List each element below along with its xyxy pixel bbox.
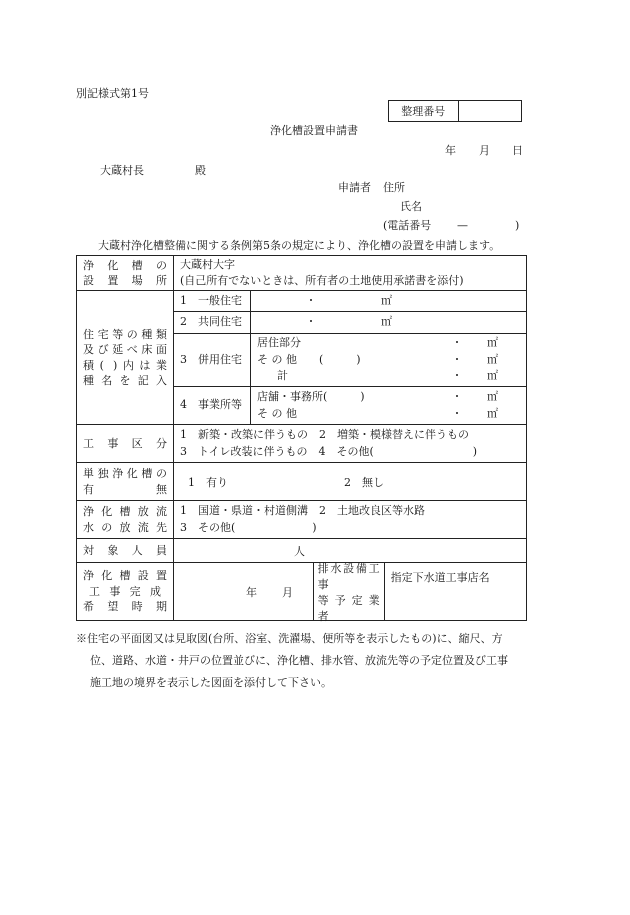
honorific: 殿 (195, 164, 206, 177)
work-options[interactable] (174, 425, 527, 463)
floor-item3-unit3: ㎡ (487, 369, 498, 383)
location-label-line2: 設 置 場 所 (83, 274, 167, 287)
location-label-cell (77, 256, 174, 291)
floor-item2-cell (174, 312, 251, 334)
completion-label-line2: 工 事 完 成 (89, 584, 161, 598)
floor-item1-unit: ㎡ (381, 293, 392, 307)
floor-item3-residence: 居住部分 (257, 336, 301, 350)
completion-contractor-cell (313, 563, 526, 621)
work-label: 工 事 区 分 (83, 436, 167, 450)
completion-row (77, 563, 527, 621)
seiri-number-box (388, 100, 522, 122)
floor-row-1 (77, 291, 527, 312)
floor-label-line2: 及び延べ床面 (83, 343, 167, 357)
floor-item4-dot1: ・ (451, 390, 463, 403)
location-label-line1: 浄 化 槽 の (83, 258, 167, 272)
form-number: 別記様式第1号 (76, 87, 149, 100)
designated-contractor-field[interactable] (385, 563, 526, 620)
floor-item3-other: そ の 他 ( ) (257, 352, 361, 366)
discharge-label-line2: 水 の 放 流 先 (83, 520, 167, 534)
single-tank-option-yes[interactable]: 1 有り (188, 475, 228, 489)
discharge-label-line1: 浄 化 槽 放 流 (83, 505, 167, 519)
floor-item2-dot: ・ (305, 315, 317, 329)
discharge-options-line2: 3 その他( ) (180, 520, 317, 534)
discharge-row (77, 501, 527, 539)
floor-item3-dot2: ・ (451, 352, 463, 366)
floor-item3-field[interactable] (251, 334, 527, 387)
single-tank-label-cell (77, 463, 174, 501)
persons-label-cell (77, 539, 174, 563)
location-prefix: 大蔵村大字 (180, 257, 235, 271)
floor-label-cell (77, 291, 174, 425)
single-tank-options[interactable] (174, 463, 527, 501)
document-title: 浄化槽設置申請書 (270, 124, 358, 137)
completion-label-line1: 浄 化 槽 設 置 (83, 569, 167, 583)
floor-item4-cell (174, 387, 251, 425)
work-options-line1: 1 新築・改築に伴うもの 2 増築・模様替えに伴うもの (180, 428, 469, 441)
floor-item4-field[interactable] (251, 387, 527, 425)
floor-item1-dot: ・ (305, 293, 317, 307)
plumbing-contractor-line1: 排水設備工事 (317, 561, 380, 591)
name-label: 氏名 (400, 200, 422, 213)
floor-item3-label: 3 併用住宅 (180, 352, 242, 366)
floor-item3-unit2: ㎡ (487, 352, 498, 366)
location-field[interactable] (174, 256, 527, 291)
location-row (77, 256, 527, 291)
single-tank-label-line2: 有 無 (83, 482, 167, 496)
floor-item4-unit1: ㎡ (487, 390, 498, 403)
date-day-label: 日 (512, 144, 523, 157)
floor-item1-cell (174, 291, 251, 312)
phone-open: (電話番号 (383, 219, 432, 232)
completion-month-label: 月 (282, 585, 293, 599)
floor-label-line4: 種名を記入 (83, 373, 167, 387)
floor-label-line1: 住宅等の種類 (83, 327, 167, 341)
completion-date-field[interactable] (174, 563, 314, 621)
work-options-line2: 3 トイレ改装に伴うもの 4 その他( ) (180, 444, 478, 458)
floor-item2-label: 2 共同住宅 (180, 315, 242, 329)
floor-item2-field[interactable] (251, 312, 527, 334)
discharge-label-cell (77, 501, 174, 539)
floor-item3-dot1: ・ (451, 336, 463, 350)
footnote-line3: 施工地の境界を表示した図面を添付して下さい。 (90, 676, 332, 689)
work-label-cell (77, 425, 174, 463)
plumbing-contractor-line2: 等 予 定 業 者 (317, 593, 380, 623)
completion-label-cell (77, 563, 174, 621)
applicant-label: 申請者 (338, 181, 371, 194)
footnote (76, 628, 546, 694)
address-label: 住所 (383, 181, 405, 194)
floor-item4-label: 4 事業所等 (180, 398, 242, 412)
persons-row (77, 539, 527, 563)
persons-label: 対 象 人 員 (83, 543, 167, 557)
floor-label-line3: 積( )内は業 (83, 358, 167, 372)
floor-item1-field[interactable] (251, 291, 527, 312)
discharge-options[interactable] (174, 501, 527, 539)
floor-item4-unit2: ㎡ (487, 406, 498, 420)
single-tank-row (77, 463, 527, 501)
completion-year-label: 年 (246, 585, 257, 599)
floor-item3-dot3: ・ (451, 369, 463, 383)
completion-label-line3: 希 望 時 期 (83, 600, 167, 614)
seiri-label: 整理番号 (389, 101, 459, 122)
application-table (76, 255, 527, 621)
designated-contractor-label: 指定下水道工事店名 (390, 571, 490, 584)
work-row (77, 425, 527, 463)
intro-text: 大蔵村浄化槽整備に関する条例第5条の規定により、浄化槽の設置を申請します。 (98, 239, 501, 252)
phone-dash: — (457, 219, 468, 232)
discharge-options-line1: 1 国道・県道・村道側溝 2 土地改良区等水路 (180, 504, 425, 517)
floor-item4-other: そ の 他 (257, 406, 297, 420)
floor-item2-unit: ㎡ (381, 315, 392, 329)
plumbing-contractor-label (314, 561, 385, 623)
floor-item4-dot2: ・ (451, 406, 463, 420)
persons-unit: 人 (294, 544, 305, 558)
location-note: (自己所有でないときは、所有者の土地使用承諾書を添付) (180, 274, 464, 287)
floor-item3-unit1: ㎡ (487, 336, 498, 350)
addressee: 大蔵村長 (100, 164, 144, 177)
floor-item3-total: 計 (277, 369, 288, 383)
floor-item4-office: 店舗・事務所( ) (257, 390, 365, 403)
date-month-label: 月 (479, 144, 490, 157)
single-tank-label-line1: 単独浄化槽の (83, 467, 167, 481)
floor-item1-label: 1 一般住宅 (180, 293, 242, 307)
floor-item3-cell (174, 334, 251, 387)
date-year-label: 年 (445, 144, 456, 157)
seiri-value-field[interactable] (458, 101, 521, 122)
single-tank-option-no[interactable]: 2 無し (344, 475, 384, 489)
footnote-line1: ※住宅の平面図又は見取図(台所、浴室、洗濯場、便所等を表示したもの)に、縮尺、方 (76, 632, 503, 645)
footnote-line2: 位、道路、水道・井戸の位置並びに、浄化槽、排水管、放流先等の予定位置及び工事 (90, 654, 508, 667)
phone-close: ) (515, 219, 520, 232)
